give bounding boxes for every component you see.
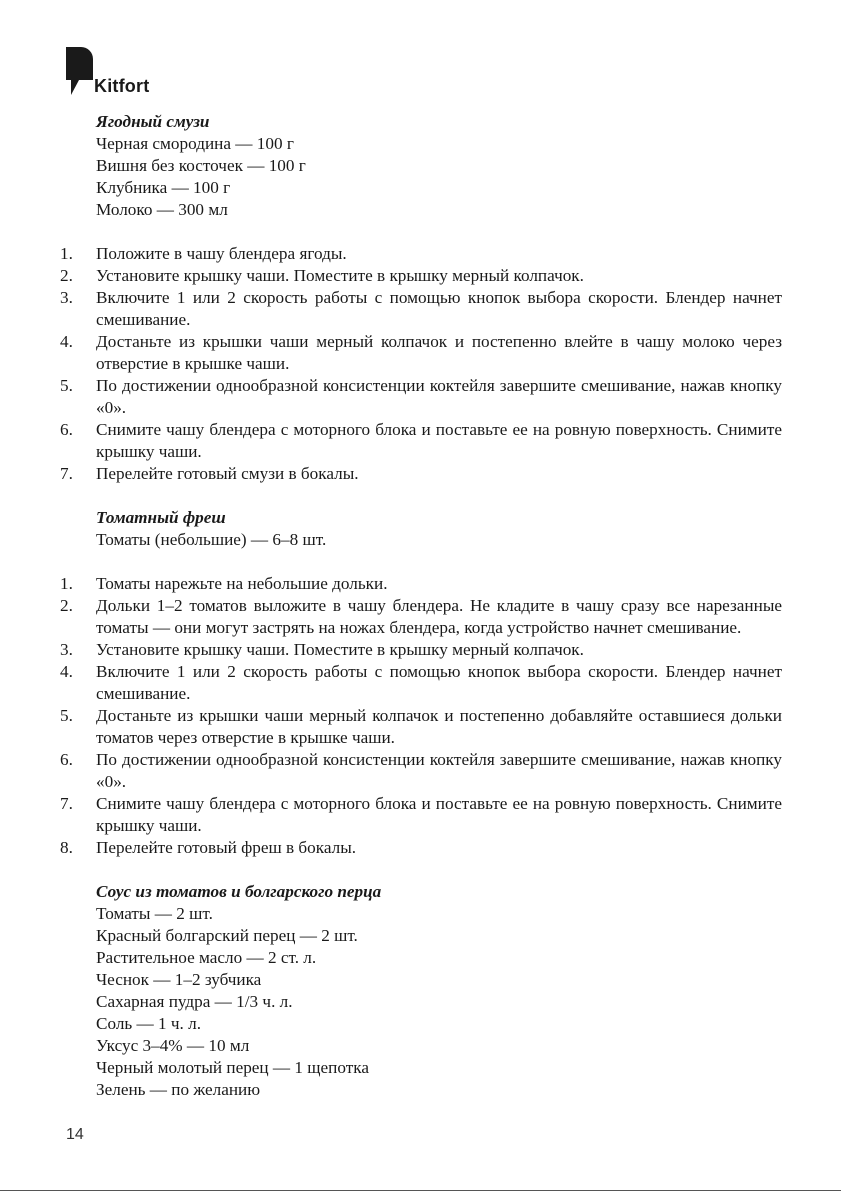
step-item [60,375,782,419]
step-text: Достаньте из крышки чаши мерный колпачок и постепенно добавляйте оставшиеся дольки томатов через отверстие в крышке чаши. [96,706,782,747]
step-text: По достижении однообразной консистенции коктейля завершите смешивание, нажав кнопку «0». [96,376,782,417]
ingredient-item: Клубника — 100 г [96,178,231,197]
step-text: Установите крышку чаши. Поместите в крышку мерный колпачок. [96,640,584,659]
ingredient-item: Молоко — 300 мл [96,200,228,219]
step-item [60,639,782,661]
recipe-title-tomato-pepper-sauce: Соус из томатов и болгарского перца [96,882,382,901]
step-item [60,661,782,705]
step-number: 3. [60,288,73,307]
step-number: 8. [60,838,73,857]
ingredient-item: Томаты (небольшие) — 6–8 шт. [96,530,327,549]
step-item [60,265,782,287]
page-number: 14 [66,1126,84,1143]
step-item [60,573,782,595]
step-text: Снимите чашу блендера с моторного блока и поставьте ее на ровную поверхность. Снимите крышку чаши. [96,794,782,835]
step-number: 3. [60,640,73,659]
kitfort-logo-mark-icon [66,47,93,95]
step-item [60,837,782,859]
ingredient-item: Черный молотый перец — 1 щепотка [96,1058,369,1077]
step-text: Включите 1 или 2 скорость работы с помощью кнопок выбора скорости. Блендер начнет смешивание. [96,288,782,329]
step-text: Достаньте из крышки чаши мерный колпачок и постепенно влейте в чашу молоко через отверстие в крышке чаши. [96,332,782,373]
ingredient-list-berry-smoothie [96,133,782,221]
ingredient-list-tomato-pepper-sauce [96,903,782,1101]
step-item [60,287,782,331]
step-list-tomato-fresh [60,573,782,859]
ingredient-item: Сахарная пудра — 1/3 ч. л. [96,992,293,1011]
step-item [60,705,782,749]
step-number: 6. [60,750,73,769]
step-item [60,749,782,793]
step-item [60,595,782,639]
page-content [60,111,782,1101]
step-list-berry-smoothie [60,243,782,485]
ingredient-item: Красный болгарский перец — 2 шт. [96,926,358,945]
step-text: Установите крышку чаши. Поместите в крышку мерный колпачок. [96,266,584,285]
ingredient-item: Соль — 1 ч. л. [96,1014,202,1033]
spacer [60,485,782,507]
spacer [60,221,782,243]
step-text: По достижении однообразной консистенции коктейля завершите смешивание, нажав кнопку «0». [96,750,782,791]
step-number: 2. [60,266,73,285]
step-number: 6. [60,420,73,439]
step-text: Положите в чашу блендера ягоды. [96,244,347,263]
bottom-rule [0,1190,841,1191]
step-number: 7. [60,794,73,813]
step-item [60,419,782,463]
ingredient-item: Растительное масло — 2 ст. л. [96,948,317,967]
step-number: 1. [60,244,73,263]
brand-name: Kitfort [94,76,150,96]
recipe-title-berry-smoothie: Ягодный смузи [96,112,210,131]
step-number: 7. [60,464,73,483]
step-text: Дольки 1–2 томатов выложите в чашу блендера. Не кладите в чашу сразу все нарезанные томаты — они могут застрять на ножах блендера, когда устройство начнет смешивание. [96,596,782,637]
step-number: 4. [60,332,73,351]
step-text: Перелейте готовый фреш в бокалы. [96,838,357,857]
ingredient-list-tomato-fresh [96,529,782,551]
step-item [60,793,782,837]
spacer [60,859,782,881]
step-text: Томаты нарежьте на небольшие дольки. [96,574,388,593]
ingredient-item: Чеснок — 1–2 зубчика [96,970,262,989]
ingredient-item: Вишня без косточек — 100 г [96,156,306,175]
step-item [60,243,782,265]
step-number: 5. [60,376,73,395]
ingredient-item: Томаты — 2 шт. [96,904,213,923]
step-text: Снимите чашу блендера с моторного блока и поставьте ее на ровную поверхность. Снимите крышку чаши. [96,420,782,461]
ingredient-item: Зелень — по желанию [96,1080,261,1099]
ingredient-item: Уксус 3–4% — 10 мл [96,1036,250,1055]
recipe-title-tomato-fresh: Томатный фреш [96,508,226,527]
step-number: 5. [60,706,73,725]
step-item [60,463,782,485]
step-number: 2. [60,596,73,615]
kitfort-logo [66,47,236,99]
ingredient-item: Черная смородина — 100 г [96,134,294,153]
step-text: Включите 1 или 2 скорость работы с помощью кнопок выбора скорости. Блендер начнет смешивание. [96,662,782,703]
step-number: 1. [60,574,73,593]
step-item [60,331,782,375]
step-text: Перелейте готовый смузи в бокалы. [96,464,359,483]
step-number: 4. [60,662,73,681]
spacer [60,551,782,573]
